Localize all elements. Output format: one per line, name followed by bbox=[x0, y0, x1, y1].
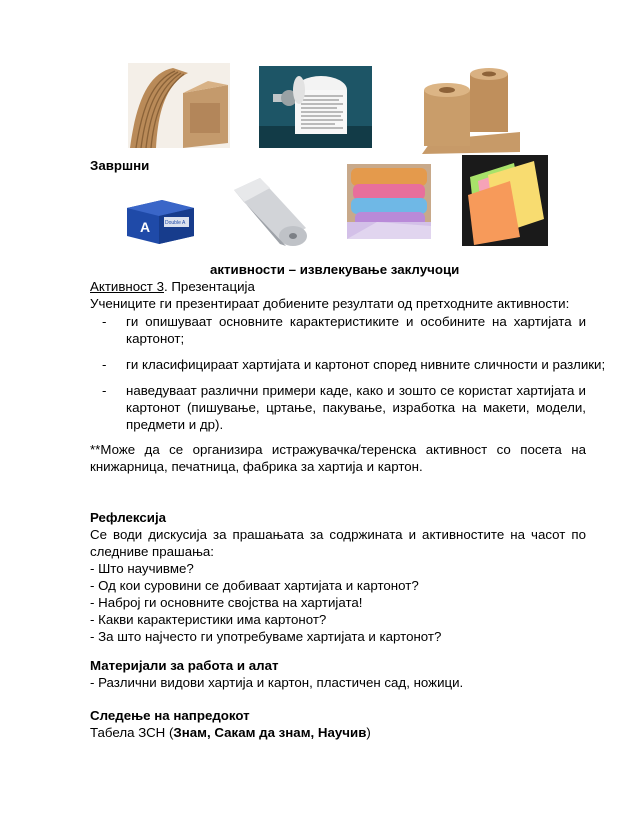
materials-title: Материјали за работа и алат bbox=[90, 658, 279, 673]
progress-prefix: Табела ЗСН ( bbox=[90, 725, 174, 740]
reflection-question: - Што научивме? bbox=[90, 561, 194, 576]
materials-text: - Различни видови хартија и картон, пластичен сад, ножици. bbox=[90, 675, 464, 690]
reflection-question: - Какви карактеристики има картонот? bbox=[90, 612, 327, 627]
toilet-paper-image bbox=[259, 66, 372, 148]
bullet-1-line-2: картонот; bbox=[126, 331, 185, 346]
intro-text: Учениците ги презентираат добиените резултати од претходните активности: bbox=[90, 296, 570, 311]
paper-roll-image bbox=[226, 174, 310, 250]
reflection-question: - Од кои суровини се добиваат хартијата и картонот? bbox=[90, 578, 419, 593]
paper-ream-image bbox=[124, 192, 196, 244]
reflection-line-2: следниве прашања: bbox=[90, 544, 214, 559]
reflection-line-1: Се води дискусија за прашањата за содржината и активностите на часот по bbox=[90, 527, 586, 542]
activity-heading bbox=[90, 278, 255, 295]
progress-text bbox=[90, 724, 371, 741]
paper-ream-label: A bbox=[140, 219, 151, 235]
corrugated-cardboard-image bbox=[128, 63, 230, 148]
colored-sheets-image bbox=[462, 155, 548, 246]
bullet-3-line-1: наведуваат различни примери каде, како и зошто се користат хартијата и bbox=[126, 383, 586, 398]
colored-rolls-image bbox=[347, 164, 431, 239]
paper-ream-brand: Double A bbox=[165, 220, 186, 226]
bullet-3-line-3: предмети и др). bbox=[126, 417, 224, 432]
progress-suffix: ) bbox=[366, 725, 371, 740]
activity-title: . Презентација bbox=[163, 279, 255, 294]
bullet-dash: - bbox=[102, 383, 107, 398]
progress-bold: Знам, Сакам да знам, Научив bbox=[173, 725, 367, 740]
note-line-2: книжарница, печатница, фабрика за хартија и картон. bbox=[90, 459, 423, 474]
reflection-title: Рефлексија bbox=[90, 510, 167, 525]
section-final-subheading: активности – извлекување заклучоци bbox=[210, 262, 460, 277]
section-final-heading: Завршни bbox=[90, 158, 150, 173]
reflection-question: - Наброј ги основните својства на хартијата! bbox=[90, 595, 363, 610]
activity-label: Активност 3 bbox=[90, 279, 164, 294]
bullet-1-line-1: ги опишуваат основните карактеристиките и особините на хартијата и bbox=[126, 314, 586, 329]
bullet-dash: - bbox=[102, 357, 107, 372]
bullet-dash: - bbox=[102, 314, 107, 329]
bullet-2-line-1: ги класифицираат хартијата и картонот според нивните сличности и разлики; bbox=[126, 357, 606, 372]
cardboard-roll-image bbox=[412, 62, 522, 154]
note-line-1: **Може да се организира истражувачка/теренска активност со посета на bbox=[90, 442, 586, 457]
reflection-question: - За што најчесто ги употребуваме хартијата и картонот? bbox=[90, 629, 442, 644]
progress-title: Следење на напредокот bbox=[90, 708, 250, 723]
bullet-3-line-2: картонот (пишување, цртање, пакување, изработка на макети, модели, bbox=[126, 400, 586, 415]
